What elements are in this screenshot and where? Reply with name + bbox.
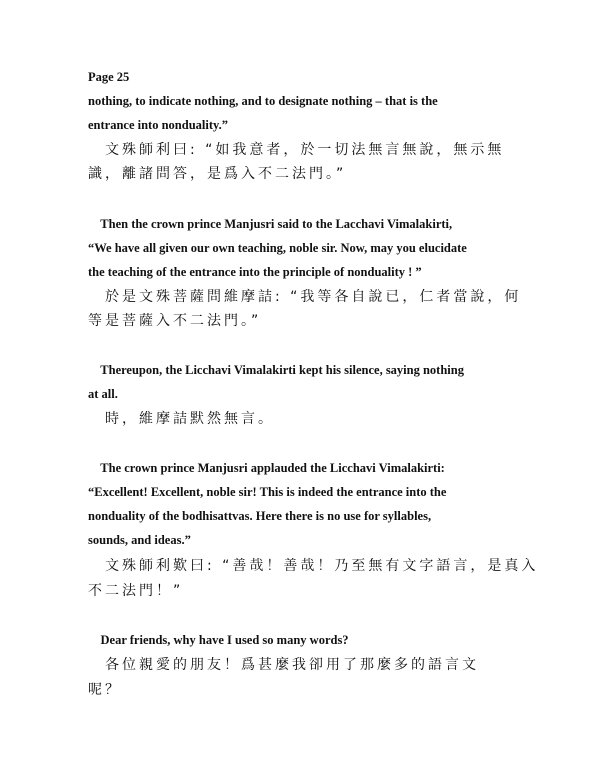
english-line: “Excellent! Excellent, noble sir! This is indeed the entrance into the bbox=[88, 485, 447, 499]
english-line: nonduality of the bodhisattvas. Here there is no use for syllables, bbox=[88, 509, 432, 523]
page-number: Page 25 bbox=[88, 70, 130, 84]
english-line: Thereupon, the Licchavi Vimalakirti kept his silence, saying nothing bbox=[88, 363, 464, 377]
english-line: Then the crown prince Manjusri said to the Lacchavi Vimalakirti, bbox=[88, 217, 453, 231]
chinese-line: 等是菩薩入不二法門。” bbox=[88, 313, 262, 329]
english-line: “We have all given our own teaching, noble sir. Now, may you elucidate bbox=[88, 241, 467, 255]
english-line: Dear friends, why have I used so many words? bbox=[88, 633, 349, 647]
english-line: entrance into nonduality.” bbox=[88, 118, 228, 132]
chinese-line: 時，維摩詰默然無言。 bbox=[88, 411, 275, 427]
english-line: nothing, to indicate nothing, and to designate nothing – that is the bbox=[88, 94, 438, 108]
english-line: The crown prince Manjusri applauded the Licchavi Vimalakirti: bbox=[88, 461, 445, 475]
english-line: the teaching of the entrance into the principle of nonduality ! ” bbox=[88, 265, 422, 279]
chinese-line: 於是文殊菩薩問維摩詰: “我等各自說已，仁者當說，何 bbox=[88, 289, 522, 305]
chinese-line: 識，離諸問答，是爲入不二法門。” bbox=[88, 166, 347, 182]
chinese-line: 各位親愛的朋友！爲甚麼我卻用了那麼多的語言文 bbox=[88, 657, 479, 673]
english-line: sounds, and ideas.” bbox=[88, 533, 191, 547]
chinese-line: 呢？ bbox=[88, 682, 122, 698]
chinese-line: 不二法門！” bbox=[88, 583, 184, 599]
chinese-line: 文殊師利曰: “如我意者，於一切法無言無說，無示無 bbox=[88, 142, 505, 158]
chinese-line: 文殊師利歎曰: “善哉！善哉！乃至無有文字語言，是真入 bbox=[88, 558, 539, 574]
english-line: at all. bbox=[88, 387, 118, 401]
